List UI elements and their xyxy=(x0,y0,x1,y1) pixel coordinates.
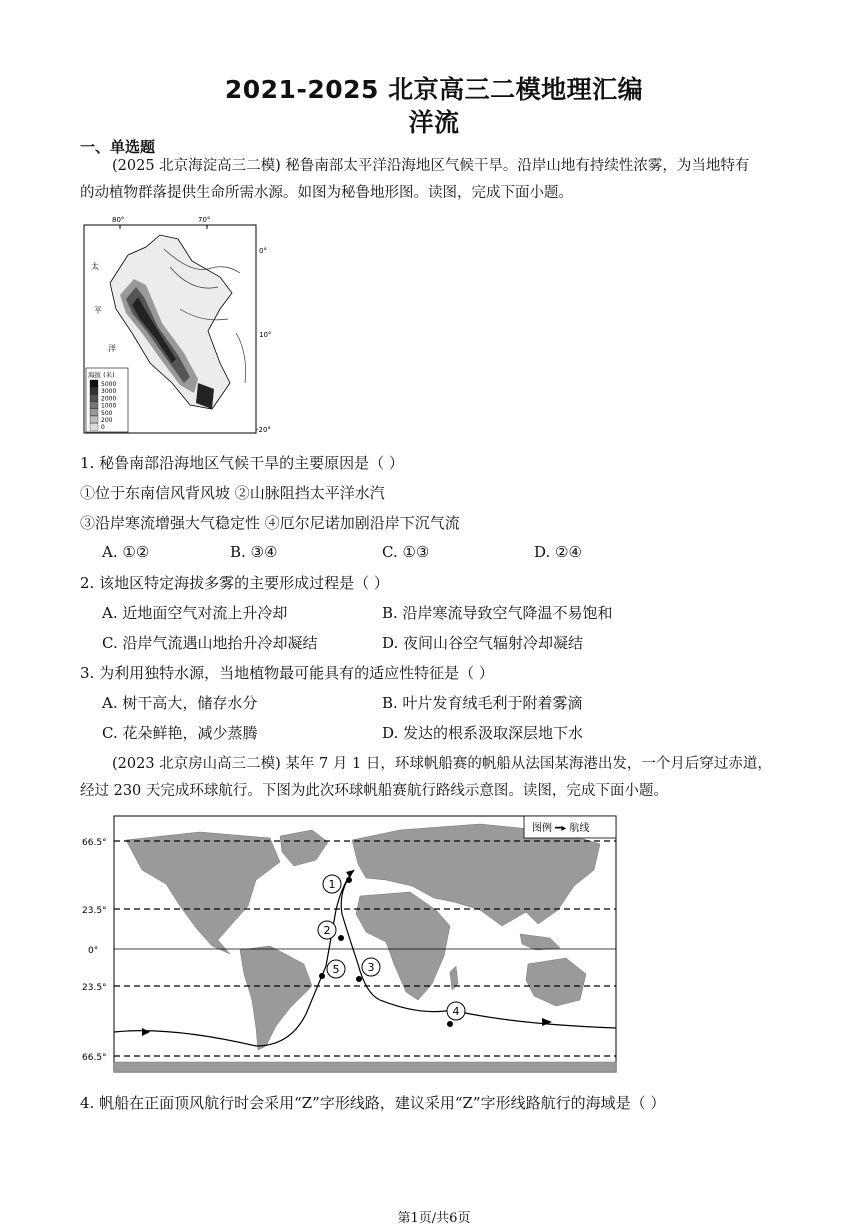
marker-1: 1 xyxy=(328,878,336,891)
q3-stem: 3. 为利用独特水源，当地植物最可能具有的适应性特征是（ ） xyxy=(80,664,494,682)
lat-23-5-n: 23.5° xyxy=(82,906,107,916)
marker-4: 4 xyxy=(452,1005,460,1018)
ocean-char-1: 太 xyxy=(91,262,99,271)
lat-label-0: 0° xyxy=(259,247,267,255)
passage-1-line-1: (2025 北京海淀高三二模) 秘鲁南部太平洋沿海地区气候干旱。沿岸山地有持续性浓雾，为当地特有 xyxy=(112,158,750,174)
ocean-char-3: 洋 xyxy=(108,344,116,353)
q2-option-d[interactable]: D. 夜间山谷空气辐射冷却凝结 xyxy=(382,634,584,652)
legend-value: 3000 xyxy=(101,388,117,396)
lat-label-10: 10° xyxy=(259,331,272,339)
legend-value: 200 xyxy=(101,417,113,424)
q1-statement-2: ③沿岸寒流增强大气稳定性 ④厄尔尼诺加剧沿岸下沉气流 xyxy=(80,514,460,532)
elevation-legend-title: 海拔 (米) xyxy=(88,371,115,379)
marker-5: 5 xyxy=(332,963,340,976)
sailing-route-map xyxy=(80,814,620,1076)
legend-value: 0 xyxy=(101,424,105,432)
lon-label-70: 70° xyxy=(198,216,211,224)
page-footer: 第1页/共6页 xyxy=(397,1211,471,1226)
legend-value: 5000 xyxy=(101,381,117,388)
q3-option-d[interactable]: D. 发达的根系汲取深层地下水 xyxy=(382,724,584,742)
passage-1-line-2: 的动植物群落提供生命所需水源。如图为秘鲁地形图。读图，完成下面小题。 xyxy=(80,185,573,201)
legend-value: 1000 xyxy=(101,402,117,410)
lat-23-5-s: 23.5° xyxy=(82,983,107,993)
q4-stem: 4. 帆船在正面顶风航行时会采用“Z”字形线路，建议采用“Z”字形线路航行的海域是（ ） xyxy=(80,1094,666,1112)
legend-value: 2000 xyxy=(101,395,117,403)
lat-0: 0° xyxy=(88,946,99,956)
q3-option-b[interactable]: B. 叶片发育绒毛利于附着雾滴 xyxy=(382,694,583,712)
legend-swatch xyxy=(90,409,98,416)
section-heading: 一、单选题 xyxy=(80,138,156,156)
lat-66-5-n: 66.5° xyxy=(82,838,107,848)
passage-2-line-2: 经过 230 天完成环球航行。下图为此次环球帆船赛航行路线示意图。读图，完成下面小题。 xyxy=(80,783,668,799)
q2-option-a[interactable]: A. 近地面空气对流上升冷却 xyxy=(102,604,288,622)
q2-option-c[interactable]: C. 沿岸气流遇山地抬升冷却凝结 xyxy=(102,634,318,652)
passage-2 xyxy=(80,751,792,805)
peru-topographic-map xyxy=(80,213,280,439)
q2-stem: 2. 该地区特定海拔多雾的主要形成过程是（ ） xyxy=(80,574,389,592)
passage-1 xyxy=(80,153,792,207)
q1-statement-1: ①位于东南信风背风坡 ②山脉阻挡太平洋水汽 xyxy=(80,484,385,502)
page-subtitle: 洋流 xyxy=(408,108,460,137)
q1-option-c[interactable]: C. ①③ xyxy=(382,543,430,561)
q2-option-b[interactable]: B. 沿岸寒流导致空气降温不易饱和 xyxy=(382,604,613,622)
lat-66-5-s: 66.5° xyxy=(82,1053,107,1063)
marker-3: 3 xyxy=(367,961,375,974)
legend-swatch xyxy=(90,387,98,394)
ocean-char-2: 平 xyxy=(94,306,102,315)
q1-option-b[interactable]: B. ③④ xyxy=(230,543,278,561)
q1-option-d[interactable]: D. ②④ xyxy=(534,543,582,561)
q3-option-a[interactable]: A. 树干高大，储存水分 xyxy=(102,694,258,712)
passage-2-line-1: (2023 北京房山高三二模) 某年 7 月 1 日，环球帆船赛的帆船从法国某海港出发，一个月后穿过赤道， xyxy=(112,756,772,772)
q1-option-a[interactable]: A. ①② xyxy=(102,543,150,561)
q3-option-c[interactable]: C. 花朵鲜艳，减少蒸腾 xyxy=(102,724,258,742)
legend-swatch xyxy=(90,416,98,423)
legend-swatch xyxy=(90,380,98,387)
legend-swatch xyxy=(90,394,98,401)
legend-swatch xyxy=(90,423,98,430)
map-legend: 图例 ━▸ 航线 xyxy=(532,823,590,834)
legend-value: 500 xyxy=(101,409,113,417)
lon-label-80: 80° xyxy=(112,216,125,224)
antarctica xyxy=(114,1062,616,1072)
legend-swatch xyxy=(90,402,98,409)
q1-stem: 1. 秘鲁南部沿海地区气候干旱的主要原因是（ ） xyxy=(80,454,404,472)
lat-label-20: -20° xyxy=(256,426,271,434)
page-title: 2021-2025 北京高三二模地理汇编 xyxy=(224,75,644,104)
marker-2: 2 xyxy=(323,924,331,937)
